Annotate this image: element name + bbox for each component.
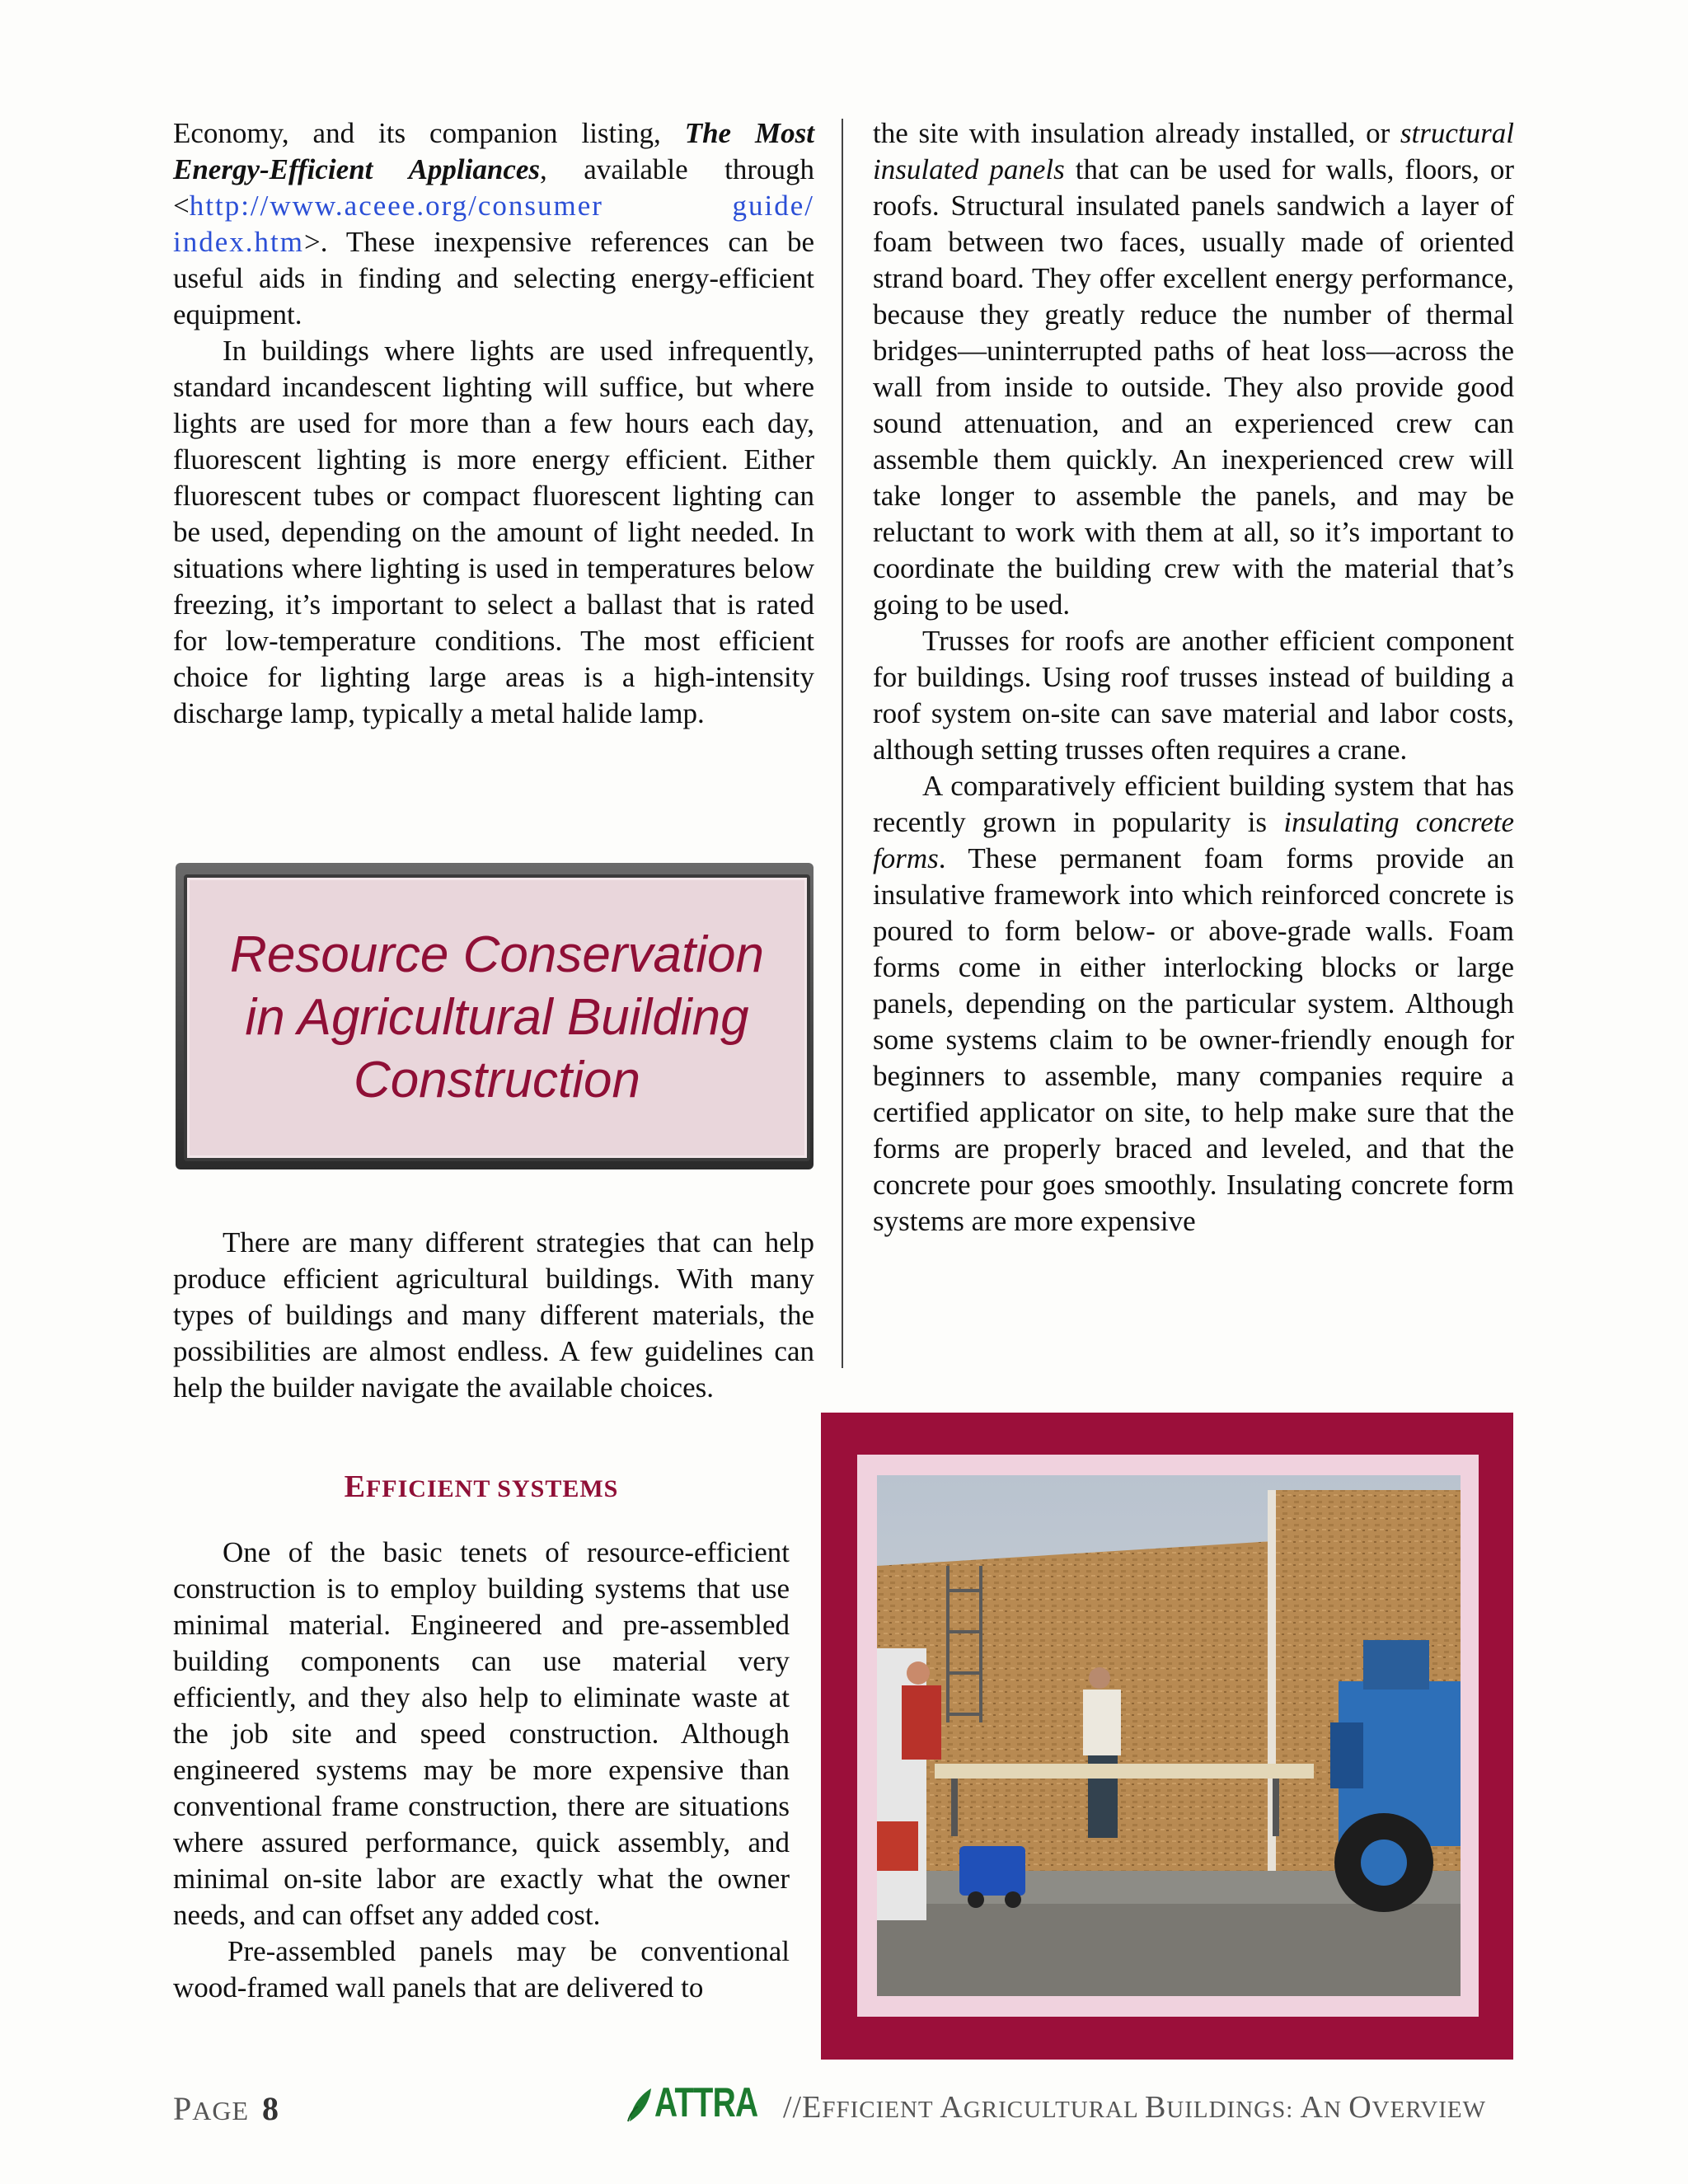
book-title: The Most Energy-Efficient Appliances — [173, 117, 814, 185]
paragraph-basic-tenets: One of the basic tenets of resource-efficient construction is to employ building systems that use minimal material. Engineered and pre-assembled building components can use material very efficiently, and they also help to eliminate waste at the job site and speed construction. Although engineered systems may be more expensive than conventional frame construction, there are situations where assured performance, quick assembly, and minimal on-site labor are exactly what the owner needs, and can offset any added cost. — [173, 1536, 790, 1931]
left-column-top — [173, 115, 814, 732]
leaf-icon — [626, 2085, 654, 2123]
paragraph-lighting: In buildings where lights are used infrequently, standard incandescent lighting will suffice, but where lights are used for more than a few hours each day, fluorescent lighting is more energy efficient. Either fluorescent tubes or compact fluorescent lighting can be used, depending on the amount of light needed. In situations where lighting is used in temperatures below freezing, it’s important to select a ballast that is rated for low-temperature conditions. The most efficient choice for lighting large areas is a high-intensity discharge lamp, typically a metal halide lamp. — [173, 335, 814, 729]
publication-title: //EFFICIENT AGRICULTURAL BUILDINGS: AN OVERVIEW — [783, 2090, 1487, 2125]
callout-box — [184, 874, 810, 1161]
construction-photo — [877, 1475, 1461, 1996]
attra-logo — [626, 2079, 758, 2125]
paragraph-trusses: Trusses for roofs are another efficient component for buildings. Using roof trusses instead of building a roof system on-site can save material and labor costs, although setting trusses often requires a crane. — [873, 625, 1514, 766]
term-insulating-concrete-forms: insulating concrete forms — [873, 806, 1514, 874]
paragraph-icf: A comparatively efficient building system that has recently grown in popularity is insulating concrete forms. These permanent foam forms provide an insulative framework into which reinforced concrete is poured to form below- or above-grade walls. Foam forms come in either interlocking blocks or large panels, depending on the particular system. Although some systems claim to be owner-friendly enough for beginners to assemble, many companies require a certified applicator on site, to help make sure that the forms are properly braced and leveled, and that the concrete pour goes smoothly. Insulating concrete form systems are more expensive — [873, 770, 1514, 1237]
paragraph-preassembled: Pre-assembled panels may be conventional wood-framed wall panels that are delivered to — [173, 1935, 790, 2004]
page-number: PAGE 8 — [173, 2090, 280, 2127]
section-heading-efficient-systems: EFFICIENT SYSTEMS — [344, 1469, 619, 1504]
left-column-efficient-systems — [173, 1535, 790, 2006]
paragraph-sips: the site with insulation already installed, or structural insulated panels that can be used for walls, floors, or roofs. Structural insulated panels sandwich a layer of foam between two faces, usually made of oriented strand board. They offer excellent energy performance, because they greatly reduce the number of thermal bridges—uninterrupted paths of heat loss—across the wall from inside to outside. They also provide good sound attenuation, and an experienced crew can assemble them quickly. An inexperienced crew will take longer to assemble the panels, and may be reluctant to work with them at all, so it’s important to coordinate the building crew with the material that’s going to be used. — [873, 117, 1514, 621]
callout-title: Resource Conservation in Agricultural Building Construction — [230, 926, 764, 1108]
paragraph-references: Economy, and its companion listing, The Most Energy-Efficient Appliances, available through <http://www.aceee.org/consumer guide/ index.htm>. These inexpensive references can be useful aids in finding and selecting energy-efficient equipment. — [173, 117, 814, 330]
column-divider — [842, 119, 843, 1368]
left-column-intro — [173, 1225, 814, 1406]
right-column — [873, 115, 1514, 1240]
construction-photo-illustration — [877, 1475, 1461, 1996]
logo-text: ATTRA — [654, 2079, 758, 2125]
aceee-link[interactable]: http://www.aceee.org/consumer guide/ index.htm — [173, 190, 814, 258]
term-structural-insulated-panels: structural insulated panels — [873, 117, 1514, 185]
paragraph-strategies: There are many different strategies that can help produce efficient agricultural buildings. With many types of buildings and many different materials, the possibilities are almost endless. A few guidelines can help the builder navigate the available choices. — [173, 1226, 814, 1404]
